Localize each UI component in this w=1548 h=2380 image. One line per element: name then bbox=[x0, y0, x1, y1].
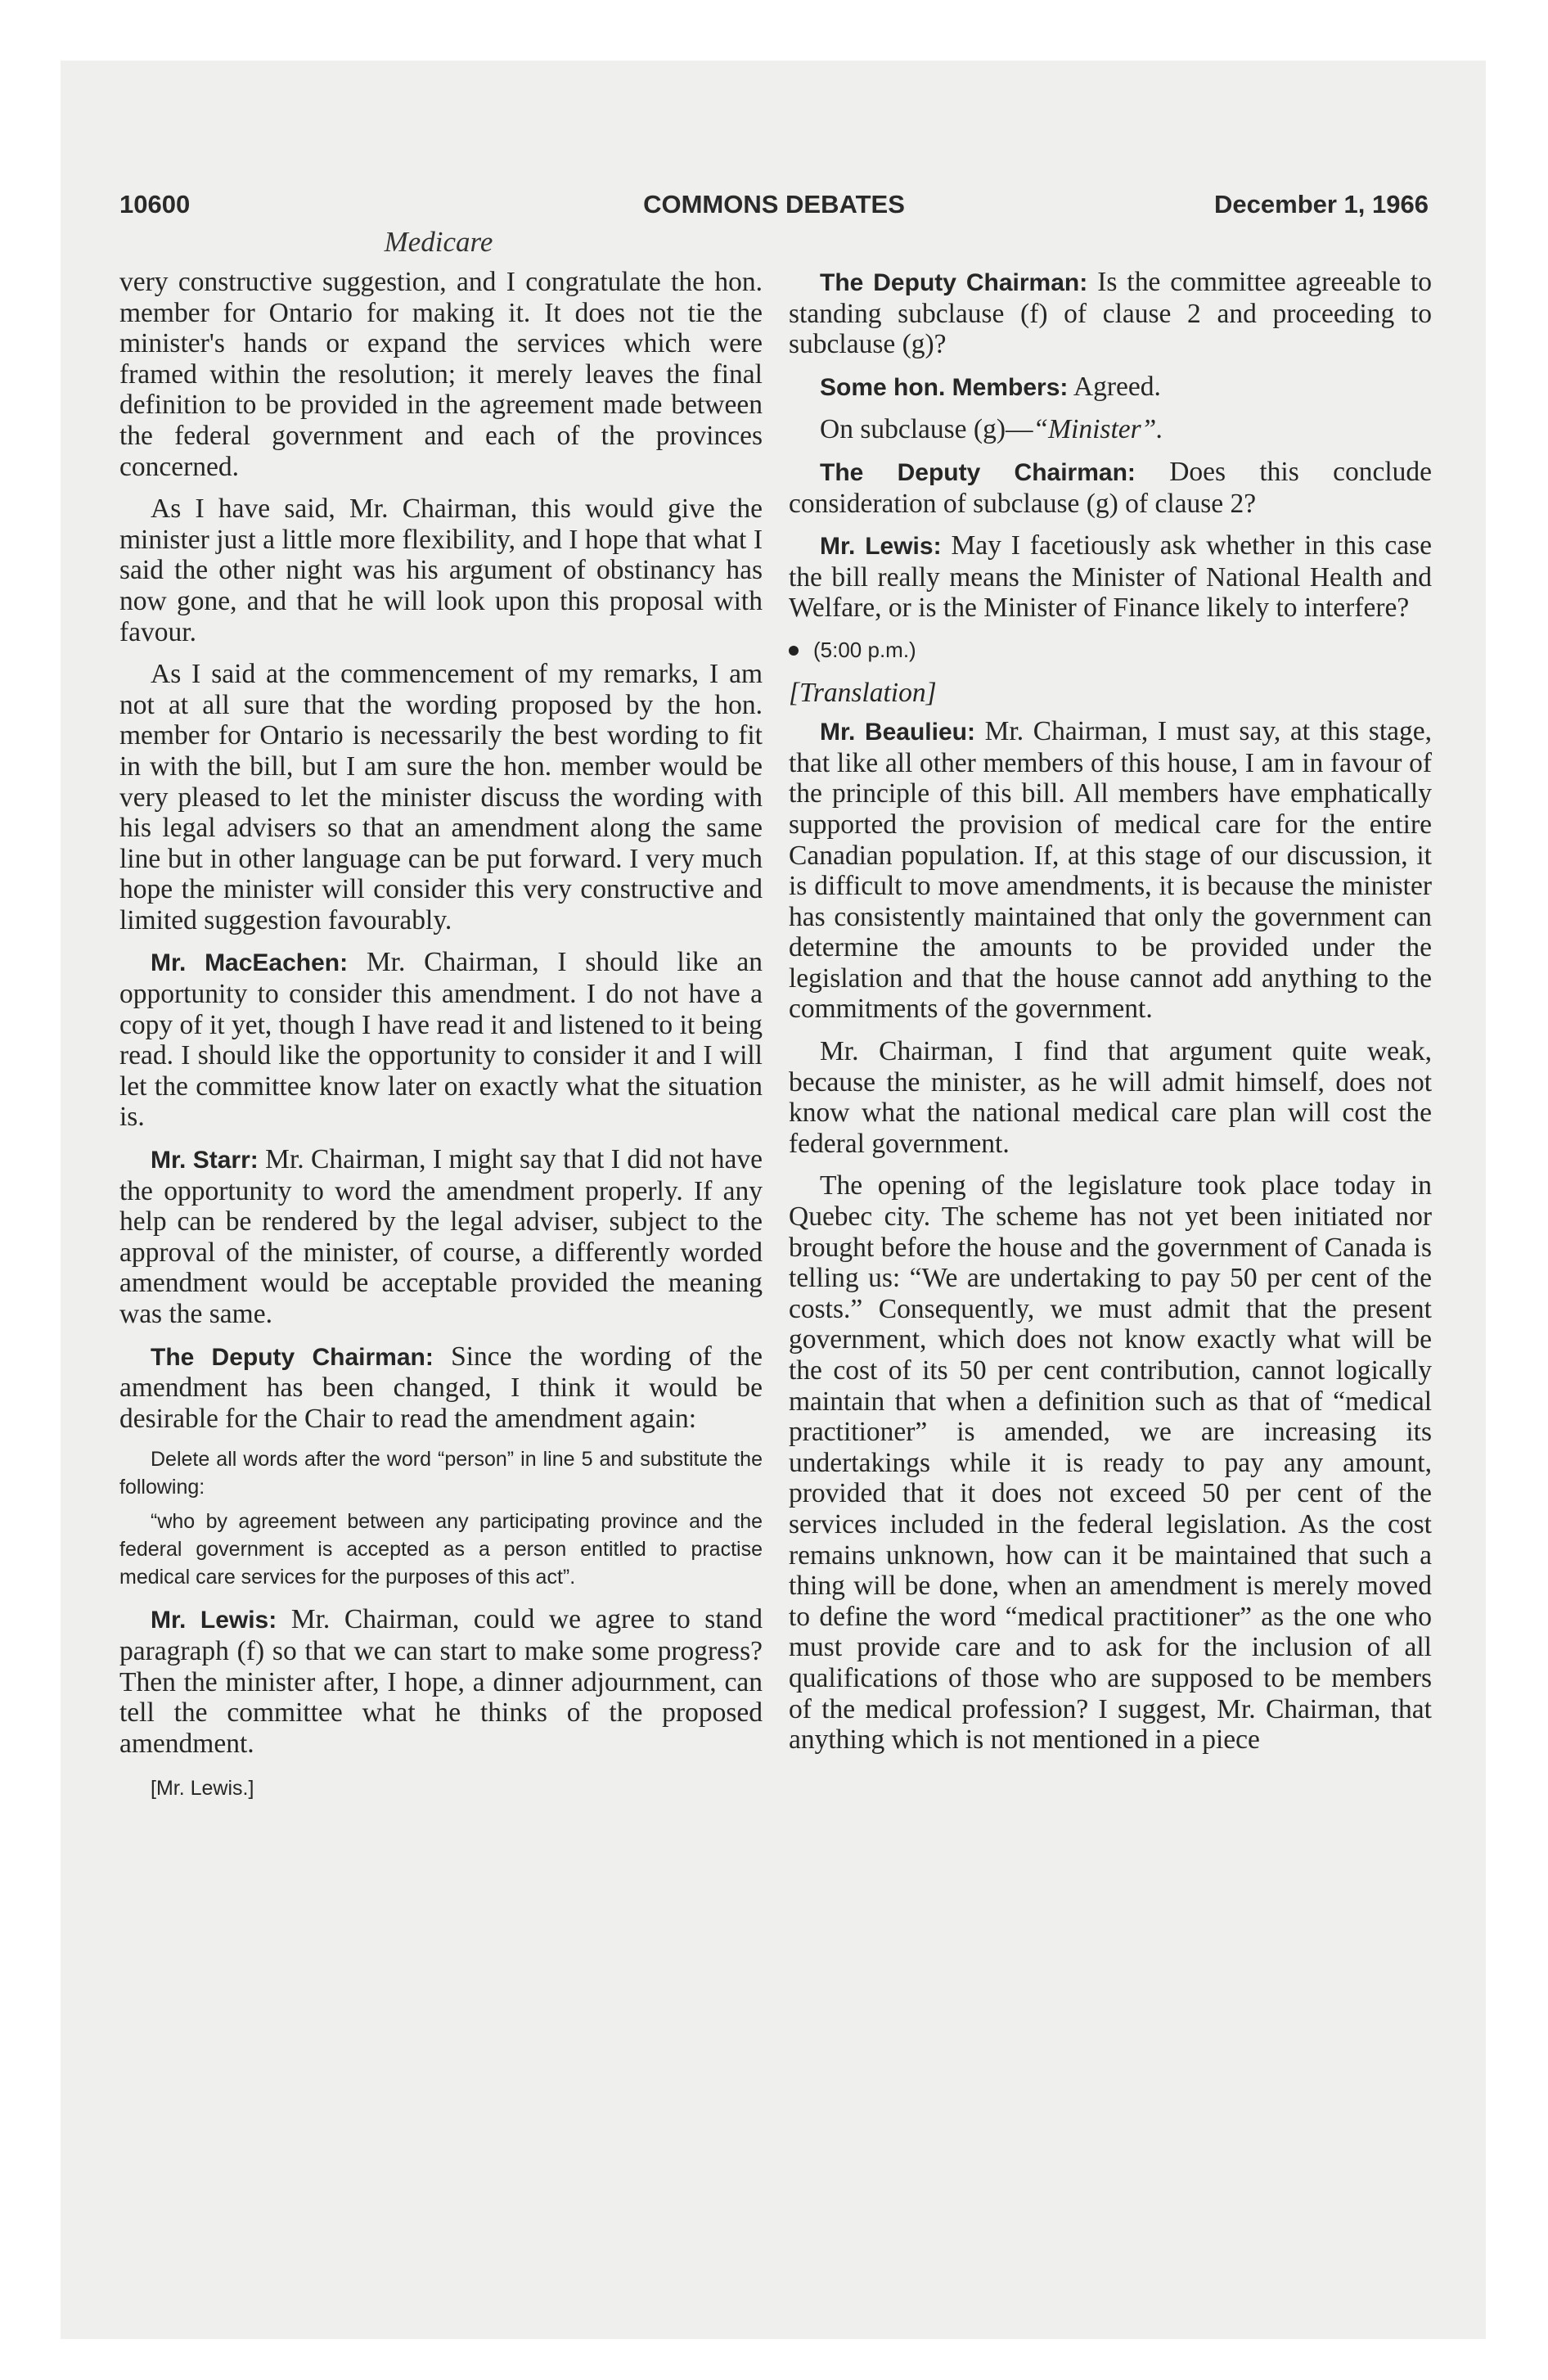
speaker-name: The Deputy Chairman: bbox=[820, 269, 1088, 296]
speech-deputy-chairman bbox=[789, 457, 1432, 519]
speaker-name: Mr. Beaulieu: bbox=[820, 719, 975, 746]
paragraph: The opening of the legislature took place today in Quebec city. The scheme has not yet been initiated nor brought before the house and the government of Canada is telling us: “We are undertaking to pay 50 per cent of the costs.” Consequently, we must admit that the present government, which does not know exactly what will be the cost of its 50 per cent contribution, cannot logically maintain that when a definition such as that of “medical practitioner” is amended, we are increasing its undertakings while it is ready to pay any amount, provided that it does not exceed 50 per cent of the services included in the federal legislation. As the cost remains unknown, how can it be maintained that such a thing will be done, when an amendment is merely moved to define the word “medical practitioner” as the one who must provide care and to ask for the inclusion of all qualifications of those who are supposed to be members of the medical profession? I suggest, Mr. Chairman, that anything which is not mentioned in a piece bbox=[789, 1170, 1432, 1756]
page-date: December 1, 1966 bbox=[1214, 190, 1429, 219]
speaker-name: Mr. MacEachen: bbox=[151, 949, 349, 977]
left-column bbox=[119, 267, 763, 1805]
speech-deputy-chairman bbox=[119, 1341, 763, 1435]
paragraph: Mr. Chairman, I find that argument quite weak, because the minister, as he will admit himself, does not know what the national medical care plan will cost the federal government. bbox=[789, 1036, 1432, 1159]
paragraph: As I said at the commencement of my remarks, I am not at all sure that the wording proposed by the hon. member for Ontario is necessarily the best wording to fit in with the bill, but I am sure the hon. member would be very pleased to let the minister discuss the wording with his legal advisers so that an amendment along the same line but in other language can be put forward. I very much hope the minister will consider this very constructive and limited suggestion favourably. bbox=[119, 659, 763, 935]
publication-title: COMMONS DEBATES bbox=[643, 190, 905, 219]
speaker-name: Mr. Starr: bbox=[151, 1147, 259, 1174]
speaker-name: The Deputy Chairman: bbox=[820, 458, 1136, 486]
paragraph: As I have said, Mr. Chairman, this would give the minister just a little more flexibility, and I hope that what I said the other night was his argument of obstinancy has now gone, and that he will look upon this proposal with favour. bbox=[119, 494, 763, 647]
section-title: Medicare bbox=[384, 226, 493, 258]
speech-text: Does this conclude consideration of subclause (g) of clause 2? bbox=[789, 456, 1432, 519]
speaker-name: The Deputy Chairman: bbox=[151, 1343, 434, 1371]
speech-macEachen bbox=[119, 947, 763, 1133]
speaker-name: Some hon. Members: bbox=[820, 373, 1069, 401]
speaker-name: Mr. Lewis: bbox=[820, 533, 942, 561]
speech-beaulieu bbox=[789, 716, 1432, 1025]
speech-text: Mr. Chairman, I must say, at this stage, that like all other members of this house, I am in favour of the principle of this bill. All members have emphatically supported the provision of medical care for the entire Canadian population. If, at this stage of our discussion, it is difficult to move amendments, it is because the minister has consistently maintained that only the government can determine the amounts to be provided under the legislation and that the house cannot add anything to the commitments of the government. bbox=[789, 716, 1432, 1025]
translation-marker: [Translation] bbox=[789, 677, 937, 708]
speech-text: Since the wording of the amendment has been changed, I think it would be desirable for the Chair to read the amendment again: bbox=[119, 1341, 763, 1434]
paragraph: very constructive suggestion, and I congratulate the hon. member for Ontario for making it. It does not tie the minister's hands or expand the services which were framed within the resolution; it merely leaves the final definition to be provided in the agreement made between the federal government and each of the provinces concerned. bbox=[119, 267, 763, 482]
speech-lewis bbox=[119, 1604, 763, 1759]
speech-text: Mr. Chairman, I should like an opportunity to consider this amendment. I do not have a copy of it yet, though I have read it and listened to it being read. I should like the opportunity to consider it and I will let the committee know later on exactly what the situation is. bbox=[119, 947, 763, 1133]
page-header bbox=[119, 190, 1429, 226]
subclause-label: On subclause (g)— bbox=[820, 414, 1033, 445]
speech-lewis bbox=[789, 530, 1432, 624]
footer-note: [Mr. Lewis.] bbox=[151, 1777, 254, 1801]
speech-text: Mr. Chairman, could we agree to stand paragraph (f) so that we can start to make some progress? Then the minister after, I hope, a dinner adjournment, can tell the committee what he thinks of the proposed amendment. bbox=[119, 1604, 763, 1759]
speech-text: May I facetiously ask whether in this case the bill really means the Minister of National Health and Welfare, or is the Minister of Finance likely to interfere? bbox=[789, 530, 1432, 624]
subclause-term: “Minister”. bbox=[1033, 414, 1163, 445]
page-number: 10600 bbox=[119, 190, 191, 219]
amendment-quote: “who by agreement between any participating province and the federal government is accepted as a person entitled to practise medical care services for the purposes of this act”. bbox=[119, 1510, 763, 1589]
right-column bbox=[789, 267, 1432, 1767]
speech-starr bbox=[119, 1144, 763, 1330]
time-text: (5:00 p.m.) bbox=[813, 637, 916, 662]
speech-text: Is the committee agreeable to standing subclause (f) of clause 2 and proceeding to subclause (g)? bbox=[789, 267, 1432, 360]
speaker-name: Mr. Lewis: bbox=[151, 1607, 277, 1634]
bullet-icon bbox=[789, 646, 799, 656]
speech-deputy-chairman bbox=[789, 267, 1432, 360]
subclause-heading bbox=[789, 414, 1432, 445]
speech-text: Mr. Chairman, I might say that I did not have the opportunity to word the amendment properly. If any help can be rendered by the legal adviser, subject to the approval of the minister, of course, a differently worded amendment would be acceptable provided the meaning was the same. bbox=[119, 1144, 763, 1329]
speech-text: Agreed. bbox=[1068, 371, 1161, 402]
amendment-quote: Delete all words after the word “person” in line 5 and substitute the following: bbox=[119, 1448, 763, 1499]
speech-members bbox=[789, 372, 1432, 403]
time-marker bbox=[789, 635, 1432, 666]
